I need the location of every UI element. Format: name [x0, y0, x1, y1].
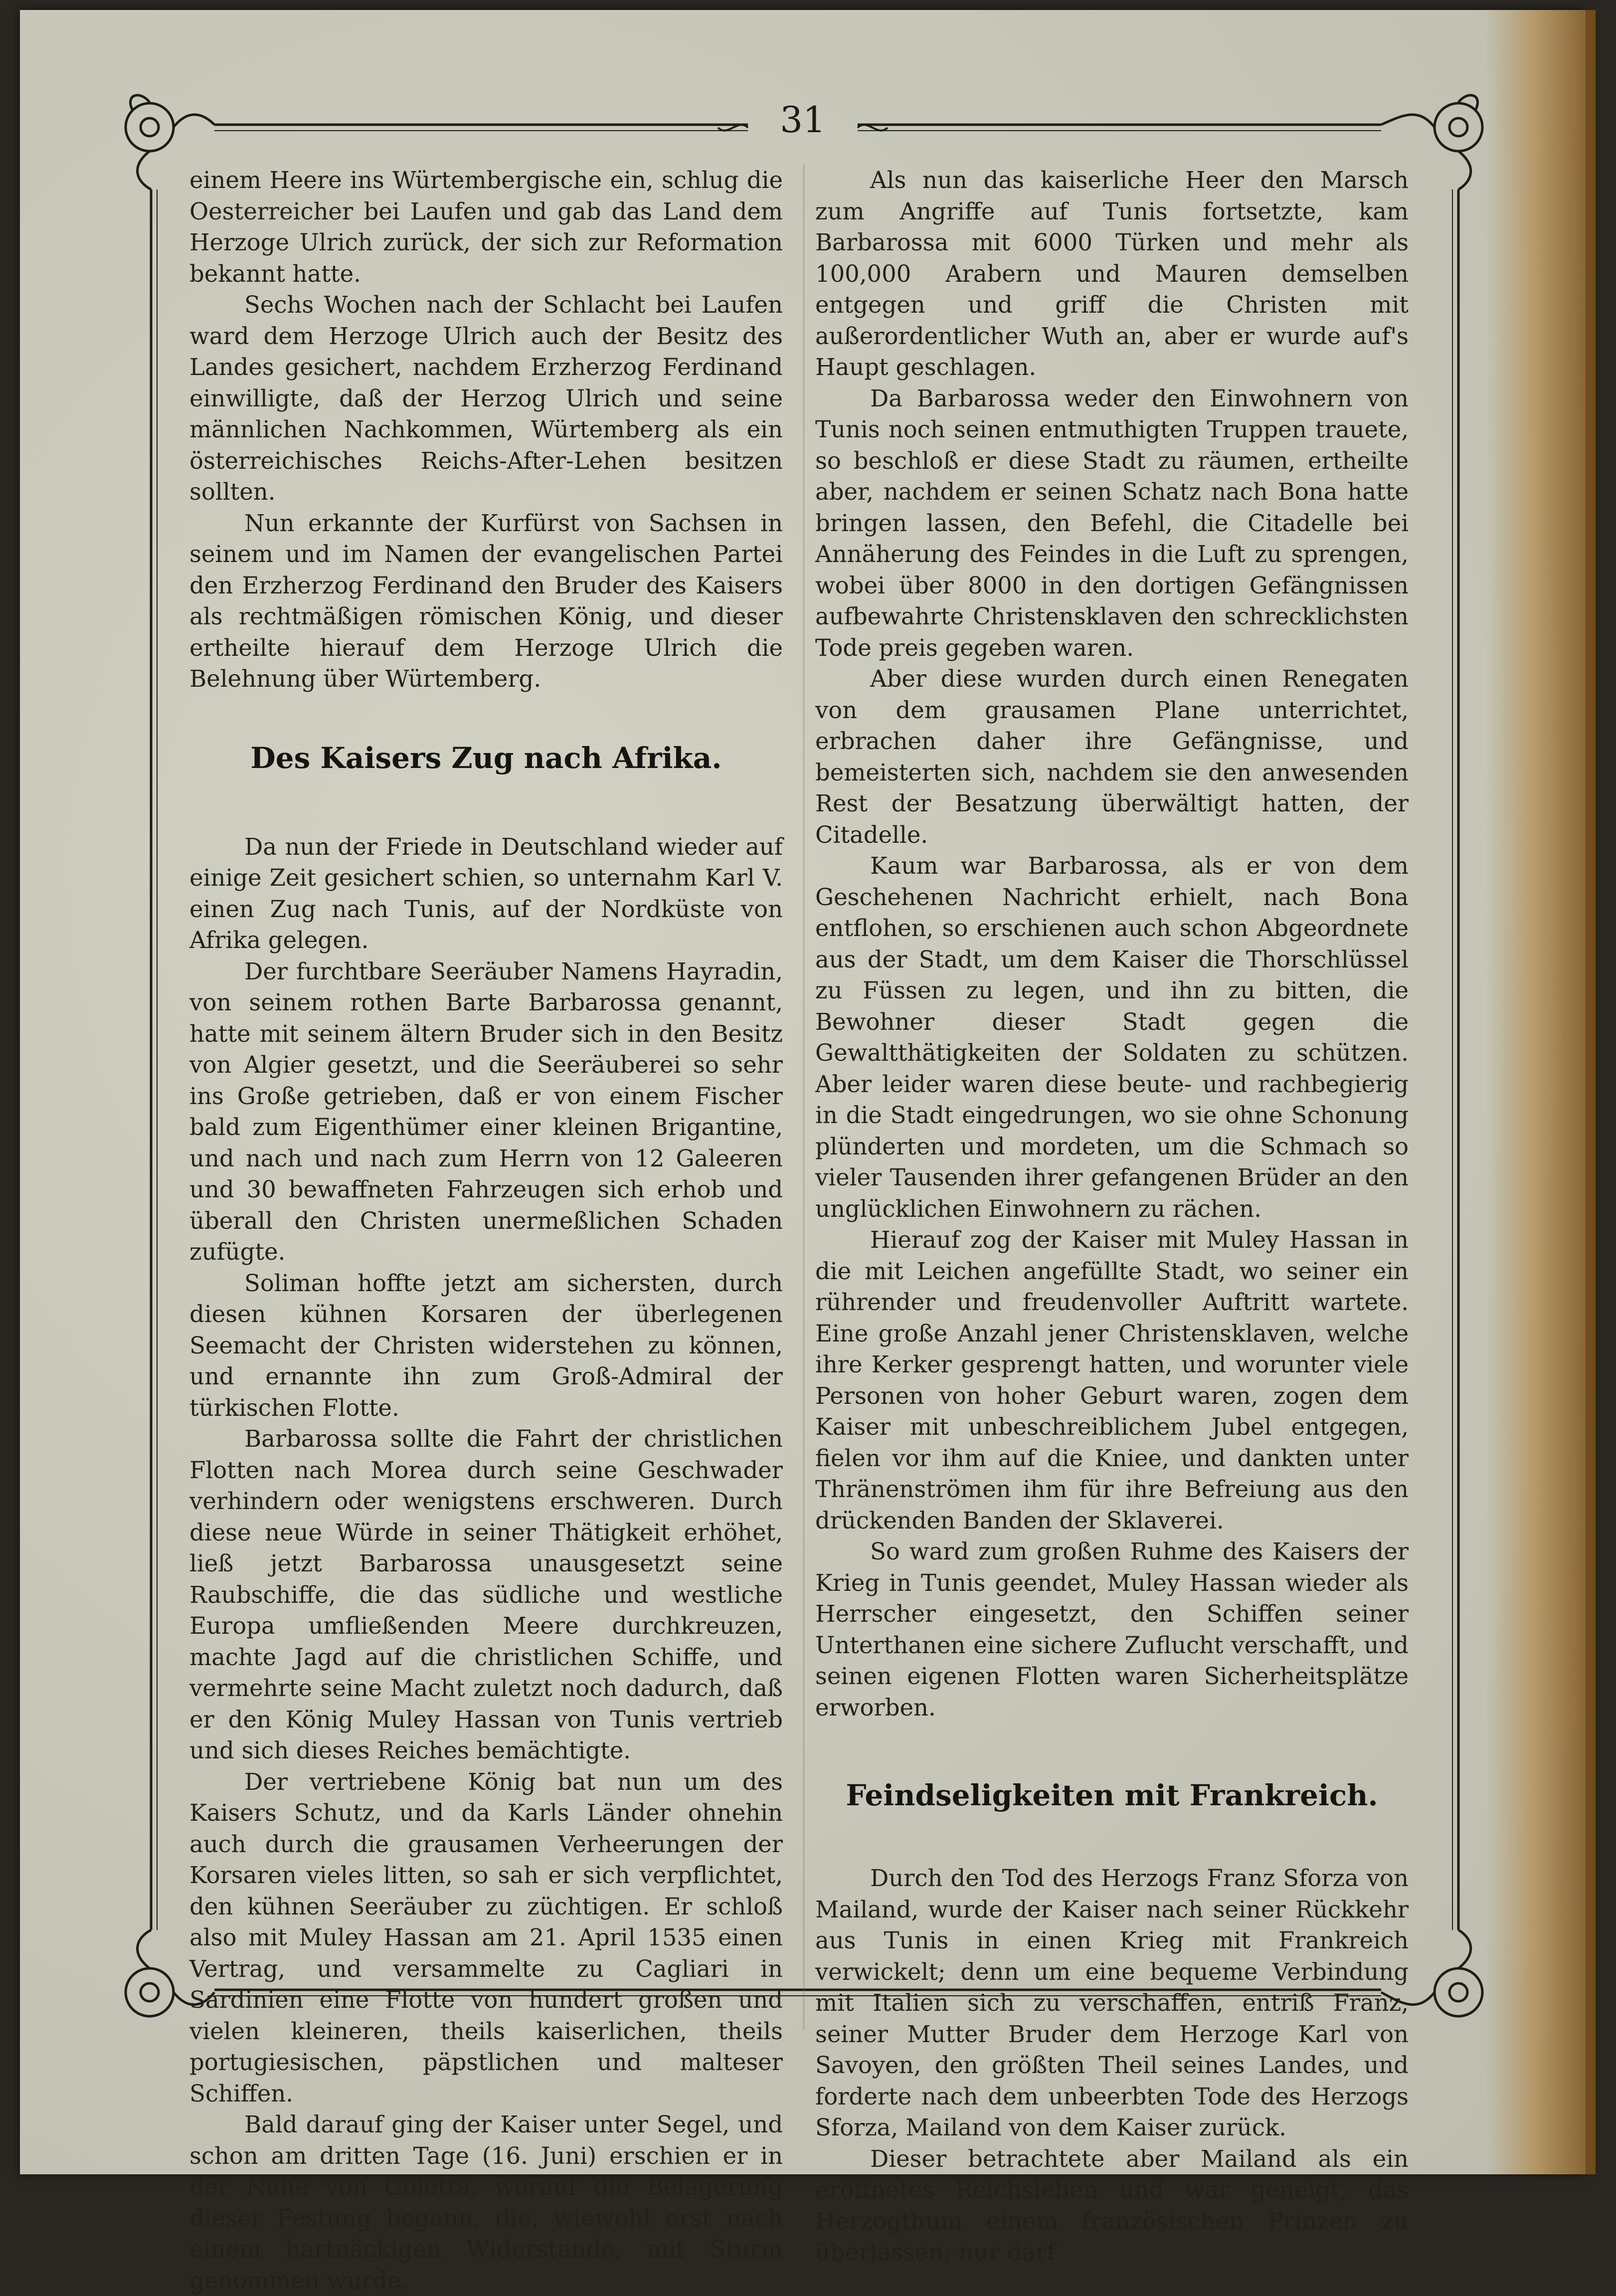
paragraph: Kaum war Barbarossa, als er von dem Geschehenen Nachricht erhielt, nach Bona entflohen, so erschienen auch schon Abgeordnete aus der Stadt, um dem Kaiser die Thorschlüssel zu Füssen zu legen, und ihn zu bitten, die Bewohner dieser Stadt gegen die Gewaltthätigkeiten der Soldaten zu schützen. Aber leider waren diese beute- und rachbegierig in die Stadt eingedrungen, wo sie ohne Schonung plünderten und mordeten, um die Schmach so vieler Tausenden ihrer gefangenen Brüder an den unglücklichen Einwohnern zu rächen.: [815, 852, 1409, 1222]
paragraph: Hierauf zog der Kaiser mit Muley Hassan in die mit Leichen angefüllte Stadt, wo seiner ein rührender und freudenvoller Auftritt wartete. Eine große Anzahl jener Christensklaven, welche ihre Kerker gesprengt hatten, und worunter viele Personen von hoher Geburt waren, zogen dem Kaiser mit unbeschreiblichem Jubel entgegen, fielen vor ihm auf die Kniee, und dankten unter Thränenströmen ihm für ihre Befreiung aus den drückenden Banden der Sklaverei.: [815, 1226, 1409, 1534]
section-heading: Des Kaisers Zug nach Afrika.: [250, 741, 722, 775]
paragraph: Aber diese wurden durch einen Renegaten von dem grausamen Plane unterrichtet, erbrachen daher ihre Gefängnisse, und bemeisterten sich, nachdem sie den anwesenden Rest der Besatzung überwältigt hatten, der Citadelle.: [815, 665, 1409, 848]
paragraph: Barbarossa sollte die Fahrt der christlichen Flotten nach Morea durch seine Geschwader verhindern oder wenigstens erschweren. Durch diese neue Würde in seiner Thätigkeit erhöhet, ließ jetzt Barbarossa unausgesetzt seine Raubschiffe, die das südliche und westliche Europa umfließenden Meere durchkreuzen, machte Jagd auf die christlichen Schiffe, und vermehrte seine Macht zuletzt noch dadurch, daß er den König Muley Hassan von Tunis vertrieb und sich dieses Reiches bemächtigte.: [189, 1425, 783, 1764]
column-gutter: [803, 165, 805, 2030]
paragraph: Soliman hoffte jetzt am sichersten, durch diesen kühnen Korsaren der überlegenen Seemacht der Christen widerstehen zu können, und ernannte ihn zum Groß-Admiral der türkischen Flotte.: [189, 1269, 783, 1421]
paragraph: einem Heere ins Würtembergische ein, schlug die Oesterreicher bei Laufen und gab das Land dem Herzoge Ulrich zurück, der sich zur Reformation bekannt hatte.: [189, 167, 783, 287]
right-column: [815, 165, 1409, 2268]
paragraph: Da Barbarossa weder den Einwohnern von Tunis noch seinen entmuthigten Truppen trauete, so beschloß er diese Stadt zu räumen, ertheilte aber, nachdem er seinen Schatz nach Bona hatte bringen lassen, den Befehl, die Citadelle bei Annäherung des Feindes in die Luft zu sprengen, wobei über 8000 in den dortigen Gefängnissen aufbewahrte Christensklaven den schrecklichsten Tode preis gegeben waren.: [815, 384, 1409, 661]
left-column: [189, 165, 783, 2296]
paragraph: Der furchtbare Seeräuber Namens Hayradin, von seinem rothen Barte Barbarossa genannt, hatte mit seinem ältern Bruder sich in den Besitz von Algier gesetzt, und die Seeräuberei so sehr ins Große getrieben, daß er von einem Fischer bald zum Eigenthümer einer kleinen Brigantine, und nach und nach zum Herrn von 12 Galeeren und 30 bewaffneten Fahrzeugen sich erhob und überall den Christen unermeßlichen Schaden zufügte.: [189, 957, 783, 1265]
paragraph: Bald darauf ging der Kaiser unter Segel, und schon am dritten Tage (16. Juni) erschien er in der Nähe von Goletta, worauf die Belagerung dieser Festung begann, die, wiewohl erst nach einem hartnäckigen Widerstande, mit Sturm genommen wurde.: [189, 2111, 783, 2294]
section-heading: Feindseligkeiten mit Frankreich.: [846, 1778, 1378, 1812]
paragraph: Da nun der Friede in Deutschland wieder auf einige Zeit gesichert schien, so unternahm Karl V. einen Zug nach Tunis, auf der Nordküste von Afrika gelegen.: [189, 833, 783, 954]
paragraph: So ward zum großen Ruhme des Kaisers der Krieg in Tunis geendet, Muley Hassan wieder als Herrscher eingesetzt, den Schiffen seiner Unterthanen eine sichere Zuflucht verschafft, und seinen eigenen Flotten waren Sicherheitsplätze erworben.: [815, 1538, 1409, 1721]
paragraph: Als nun das kaiserliche Heer den Marsch zum Angriffe auf Tunis fortsetzte, kam Barbarossa mit 6000 Türken und mehr als 100,000 Arabern und Mauren demselben entgegen und griff die Christen mit außerordentlicher Wuth an, aber er wurde auf's Haupt geschlagen.: [815, 167, 1409, 381]
paragraph: Sechs Wochen nach der Schlacht bei Laufen ward dem Herzoge Ulrich auch der Besitz des Landes gesichert, nachdem Erzherzog Ferdinand einwilligte, daß der Herzog Ulrich und seine männlichen Nachkommen, Würtemberg als ein österreichisches Reichs-After-Lehen besitzen sollten.: [189, 291, 783, 505]
page-number: 31: [780, 99, 826, 141]
paragraph: Nun erkannte der Kurfürst von Sachsen in seinem und im Namen der evangelischen Partei den Erzherzog Ferdinand den Bruder des Kaisers als rechtmäßigen römischen König, und dieser ertheilte hierauf dem Herzoge Ulrich die Belehnung über Würtemberg.: [189, 509, 783, 692]
paragraph: Durch den Tod des Herzogs Franz Sforza von Mailand, wurde der Kaiser nach seiner Rückkehr aus Tunis in einen Krieg mit Frankreich verwickelt; denn um eine bequeme Verbindung mit Italien sich zu verschaffen, entriß Franz, seiner Mutter Bruder dem Herzoge Karl von Savoyen, den größten Theil seines Landes, und forderte nach dem unbeerbten Tode des Herzogs Sforza, Mailand von dem Kaiser zurück.: [815, 1865, 1409, 2141]
paragraph: Der vertriebene König bat nun um des Kaisers Schutz, und da Karls Länder ohnehin auch durch die grausamen Verheerungen der Korsaren vieles litten, so sah er sich verpflichtet, den kühnen Seeräuber zu züchtigen. Er schloß also mit Muley Hassan am 21. April 1535 einen Vertrag, und versammelte zu Cagliari in Sardinien eine Flotte von hundert großen und vielen kleineren, theils kaiserlichen, theils portugiesischen, päpstlichen und malteser Schiffen.: [189, 1768, 783, 2107]
paragraph: Dieser betrachtete aber Mailand als ein eröffnetes Reichslehen und war geneigt, das Herzogthum einem französischen Prinzen zu überlassen; nur darf: [815, 2145, 1409, 2266]
